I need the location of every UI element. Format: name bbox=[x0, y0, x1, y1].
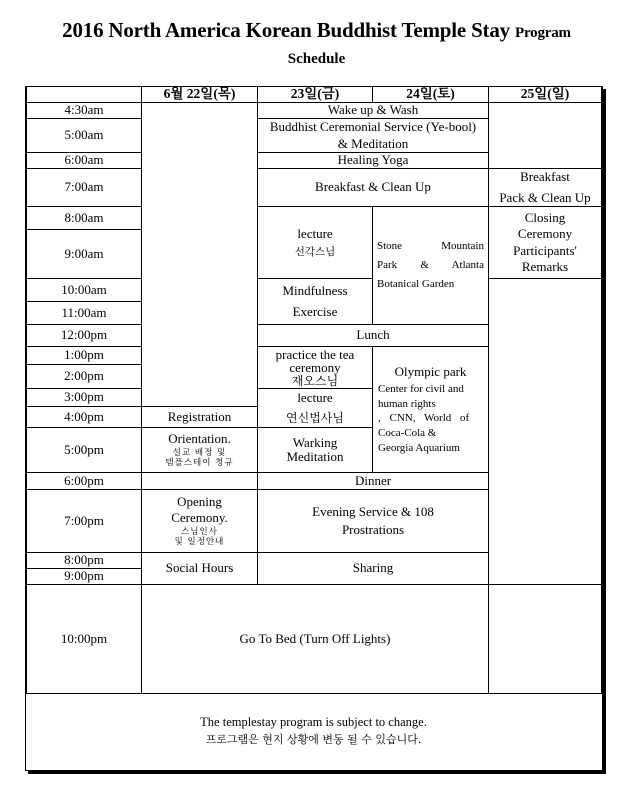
tea-ko: 재오스님 bbox=[291, 373, 339, 388]
breakfast-25-line-1: Breakfast bbox=[520, 168, 570, 184]
page-subtitle: Schedule bbox=[287, 51, 346, 67]
time-cell: 6:00am bbox=[26, 152, 142, 169]
lecture-label: lecture bbox=[297, 226, 333, 242]
time-cell: 12:00pm bbox=[26, 324, 142, 347]
olympic-line-5: Georgia Aquarium bbox=[378, 442, 460, 455]
olympic-line-4: Coca-Cola & bbox=[378, 427, 437, 440]
note-english: The templestay program is subject to change. bbox=[200, 715, 427, 730]
time-cell: 8:00am bbox=[26, 206, 142, 230]
day25-empty-night bbox=[488, 584, 602, 694]
header-day-23: 23일(금) bbox=[257, 86, 373, 103]
mindfulness-line-2: Exercise bbox=[292, 303, 338, 319]
event-mindfulness bbox=[257, 278, 373, 325]
time-cell: 5:00pm bbox=[26, 427, 142, 473]
event-orientation bbox=[141, 427, 258, 473]
day22-empty-block bbox=[141, 102, 258, 407]
olympic-line-1: Center for civil and bbox=[378, 382, 464, 395]
lecture-ko: 선각스님 bbox=[294, 245, 336, 258]
note-korean: 프로그램은 현지 상황에 변동 될 수 있습니다. bbox=[205, 733, 422, 747]
time-cell: 10:00am bbox=[26, 278, 142, 302]
event-social-hours: Social Hours bbox=[141, 552, 258, 585]
header-time-column bbox=[26, 86, 142, 103]
evening-line-2: Prostrations bbox=[341, 522, 405, 538]
ceremonial-line-1: Buddhist Ceremonial Service (Ye-bool) bbox=[269, 119, 477, 135]
time-cell: 10:00pm bbox=[26, 584, 142, 694]
time-cell: 11:00am bbox=[26, 301, 142, 325]
page-title bbox=[0, 18, 633, 43]
schedule-note bbox=[26, 693, 601, 769]
evening-line-1: Evening Service & 108 bbox=[312, 504, 434, 519]
mindfulness-line-1: Mindfulness bbox=[282, 283, 348, 299]
title-main: 2016 North America Korean Buddhist Temple Stay bbox=[62, 18, 510, 42]
time-cell: 7:00pm bbox=[26, 489, 142, 553]
tea-line-2: ceremony bbox=[289, 360, 341, 376]
opening-line-2: Ceremony. bbox=[171, 510, 228, 526]
event-breakfast-pack bbox=[488, 168, 602, 207]
olympic-line-3: , CNN, World of bbox=[378, 412, 470, 425]
closing-line-2: Ceremony bbox=[517, 226, 573, 242]
ceremonial-line-2: & Meditation bbox=[337, 135, 409, 151]
olympic-title: Olympic park bbox=[394, 364, 467, 380]
event-dinner: Dinner bbox=[257, 472, 489, 490]
time-cell: 5:00am bbox=[26, 118, 142, 153]
event-wake-up: Wake up & Wash bbox=[257, 102, 489, 119]
event-ceremonial-service bbox=[257, 118, 489, 153]
header-day-24: 24일(토) bbox=[372, 86, 489, 103]
stone-line-2: Park & Atlanta bbox=[377, 259, 484, 272]
opening-line-1: Opening bbox=[177, 494, 222, 510]
closing-line-1: Closing bbox=[524, 210, 566, 225]
event-opening-ceremony bbox=[141, 489, 258, 553]
walking-line-2: Meditation bbox=[286, 449, 344, 464]
time-cell: 4:30am bbox=[26, 102, 142, 119]
closing-line-3: Participants' bbox=[513, 242, 577, 258]
event-registration: Registration bbox=[141, 406, 258, 428]
time-cell: 8:00pm bbox=[26, 552, 142, 569]
event-healing-yoga: Healing Yoga bbox=[257, 152, 489, 169]
event-lunch: Lunch bbox=[257, 324, 489, 347]
title-suffix: Program bbox=[515, 25, 571, 41]
event-breakfast: Breakfast & Clean Up bbox=[257, 168, 489, 207]
orientation-ko-line-2: 템플스테이 청규 bbox=[165, 458, 234, 469]
closing-line-4: Remarks bbox=[521, 258, 569, 274]
time-cell: 9:00am bbox=[26, 229, 142, 279]
day25-empty-block bbox=[488, 278, 602, 585]
stone-line-1: Stone Mountain bbox=[377, 240, 484, 253]
time-cell: 2:00pm bbox=[26, 364, 142, 389]
orientation-ko-line-1: 설교 배정 및 bbox=[172, 447, 227, 458]
day25-empty-morning bbox=[488, 102, 602, 169]
event-walking-meditation bbox=[257, 427, 373, 473]
time-cell: 6:00pm bbox=[26, 472, 142, 490]
olympic-line-2: human rights bbox=[378, 397, 436, 410]
event-stone-mountain bbox=[372, 206, 489, 325]
event-lecture-afternoon bbox=[257, 388, 373, 428]
lecture2-label: lecture bbox=[297, 390, 333, 406]
opening-ko-line-2: 및 일정안내 bbox=[174, 537, 225, 548]
event-evening-service bbox=[257, 489, 489, 553]
time-cell: 1:00pm bbox=[26, 346, 142, 365]
time-cell: 9:00pm bbox=[26, 568, 142, 585]
event-olympic-park bbox=[372, 346, 489, 473]
walking-line-1: Warking bbox=[292, 435, 338, 451]
time-cell: 7:00am bbox=[26, 168, 142, 207]
lecture2-ko: 연신법사님 bbox=[286, 410, 344, 425]
event-closing-ceremony bbox=[488, 206, 602, 279]
event-go-to-bed: Go To Bed (Turn Off Lights) bbox=[141, 584, 489, 694]
stone-line-3: Botanical Garden bbox=[377, 277, 455, 290]
orientation-label: Orientation. bbox=[168, 431, 231, 447]
opening-ko-line-1: 스님인사 bbox=[181, 526, 218, 537]
time-cell: 4:00pm bbox=[26, 406, 142, 428]
event-lecture-morning bbox=[257, 206, 373, 279]
header-day-22: 6월 22일(목) bbox=[141, 86, 258, 103]
header-day-25: 25일(일) bbox=[488, 86, 602, 103]
time-cell: 3:00pm bbox=[26, 388, 142, 407]
breakfast-25-line-2: Pack & Clean Up bbox=[499, 190, 591, 205]
event-tea-ceremony bbox=[257, 346, 373, 389]
event-sharing: Sharing bbox=[257, 552, 489, 585]
tea-line-1: practice the tea bbox=[275, 346, 355, 362]
